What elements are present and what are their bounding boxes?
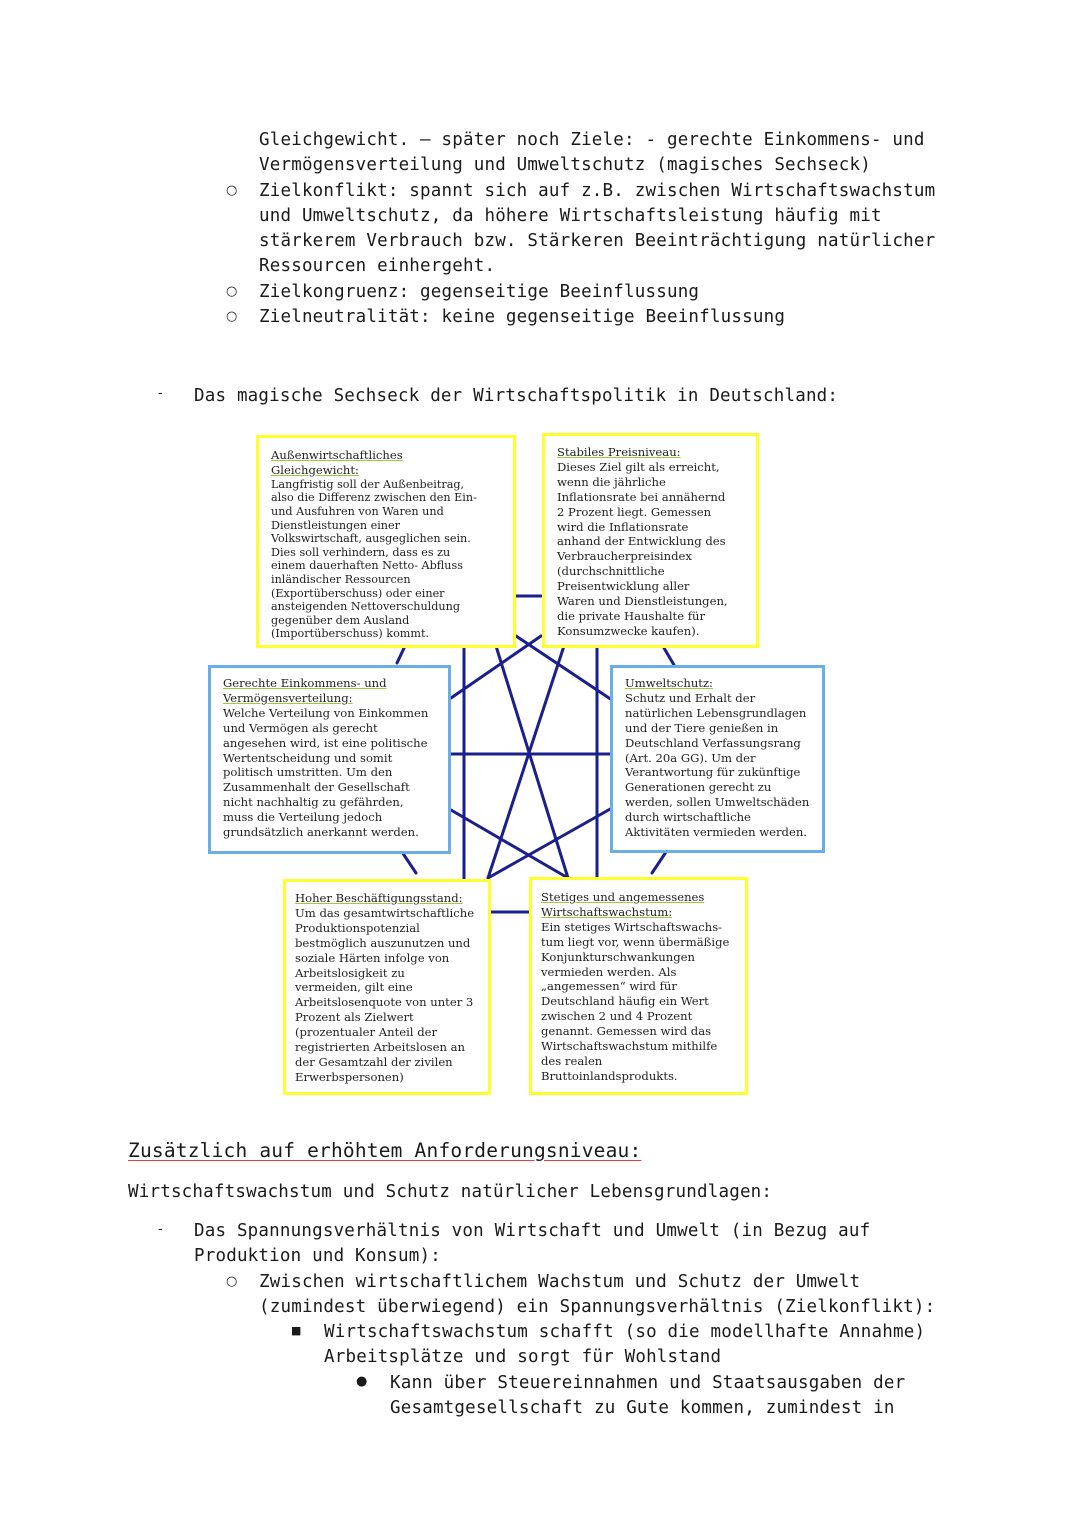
goal-box-wirtschaftswachstum	[529, 877, 748, 1095]
intro-line: stärkerem Verbrauch bzw. Stärkeren Beeinträchtigung natürlicher	[259, 231, 936, 251]
extra-subheading: Wirtschaftswachstum und Schutz natürlicher Lebensgrundlagen:	[128, 1182, 773, 1202]
goal-description: Um das gesamtwirtschaftliche Produktionspotenzial bestmöglich auszunutzen und soziale Härten infolge von Arbeitslosigkeit zu vermeiden, gilt eine Arbeitslosenquote von unter 3 Prozent als Zielwert (prozentualer Anteil der registrierten Arbeitslosen an der Gesamtzahl der zivilen Erwerbspersonen)	[295, 905, 475, 1084]
goal-box-aussenwirtschaft	[256, 435, 516, 648]
intro-line: Zielkongruenz: gegenseitige Beeinflussung	[259, 282, 700, 302]
goal-box-beschaeftigung	[283, 879, 491, 1095]
goal-box-einkommensverteilung	[208, 665, 451, 854]
extra-line: Zwischen wirtschaftlichem Wachstum und Schutz der Umwelt	[259, 1272, 861, 1292]
goal-title: Stetiges und angemessenes Wirtschaftswachstum:	[541, 890, 705, 919]
dash-bullet-icon: -	[158, 386, 163, 401]
link-einkommen-stub	[402, 852, 416, 873]
extra-line: Das Spannungsverhältnis von Wirtschaft und Umwelt (in Bezug auf	[194, 1221, 871, 1241]
intro-line: und Umweltschutz, da höhere Wirtschaftsleistung häufig mit	[259, 206, 882, 226]
goal-title: Gerechte Einkommens- und Vermögensverteilung:	[223, 676, 387, 705]
intro-line: Ressourcen einhergeht.	[259, 256, 496, 276]
circle-bullet-icon: ○	[226, 183, 238, 198]
goal-title: Außenwirtschaftliches Gleichgewicht:	[271, 448, 403, 477]
goal-description: Dieses Ziel gilt als erreicht, wenn die jährliche Inflationsrate bei annähernd 2 Prozent liegt. Gemessen wird die Inflationsrate anhand der Entwicklung des Verbraucherpreisindex (durchschnittliche Preisentwicklung aller Waren und Dienstleistungen, die private Haushalte für Konsumzwecke kaufen).	[557, 459, 728, 638]
intro-line: Zielneutralität: keine gegenseitige Beeinflussung	[259, 307, 786, 327]
goal-box-umweltschutz	[610, 665, 825, 853]
extra-line: Kann über Steuereinnahmen und Staatsausgaben der	[390, 1373, 906, 1393]
goal-title: Umweltschutz:	[625, 676, 713, 690]
link-umwelt-stub	[652, 852, 666, 873]
circle-bullet-icon: ○	[226, 309, 238, 324]
section-title: Das magische Sechseck der Wirtschaftspolitik in Deutschland:	[194, 386, 839, 406]
extra-line: Produktion und Konsum):	[194, 1246, 441, 1266]
goal-description: Welche Verteilung von Einkommen und Vermögen als gerecht angesehen wird, ist eine politische Wertentscheidung und somit politisch umstritten. Um den Zusammenhalt der Gesellschaft nicht nachhaltig zu gefährden, muss die Verteilung jedoch grundsätzlich anerkannt werden.	[223, 705, 429, 840]
extra-line: (zumindest überwiegend) ein Spannungsverhältnis (Zielkonflikt):	[259, 1297, 936, 1317]
goal-description: Schutz und Erhalt der natürlichen Lebensgrundlagen und der Tiere genießen in Deutschland Verfassungsrang (Art. 20a GG). Um der Verantwortung für zukünftige Generationen gerecht zu werden, sollen Umweltschäden durch wirtschaftliche Aktivitäten vermieden werden.	[625, 690, 810, 840]
goal-description: Langfristig soll der Außenbeitrag, also die Differenz zwischen den Ein- und Ausfuhren von Waren und Dienstleistungen einer Volkswirtschaft, ausgeglichen sein. Dies soll verhindern, dass es zu einem dauerhaften Netto- Abfluss inländischer Ressourcen (Exportüberschuss) oder einer ansteigenden Nettoverschuldung gegenüber dem Ausland (Importüberschuss) kommt.	[271, 477, 477, 641]
dash-bullet-icon: -	[158, 1222, 163, 1237]
extra-line: Arbeitsplätze und sorgt für Wohlstand	[324, 1347, 722, 1367]
extra-line: Wirtschaftswachstum schafft (so die modellhafte Annahme)	[324, 1322, 926, 1342]
goal-box-preisniveau	[542, 433, 759, 648]
link-aussen-stub	[397, 646, 405, 663]
intro-line: Zielkonflikt: spannt sich auf z.B. zwischen Wirtschaftswachstum	[259, 181, 936, 201]
link-preis-stub	[664, 648, 674, 665]
circle-bullet-icon: ○	[226, 1274, 238, 1289]
intro-line: Vermögensverteilung und Umweltschutz (magisches Sechseck)	[259, 155, 871, 175]
goal-description: Ein stetiges Wirtschaftswachs- tum liegt vor, wenn übermäßige Konjunkturschwankungen vermieden werden. Als „angemessen“ wird für Deutschland häufig ein Wert zwischen 2 und 4 Prozent genannt. Gemessen wird das Wirtschaftswachstum mithilfe des realen Bruttoinlandsprodukts.	[541, 919, 730, 1083]
dot-bullet-icon: ●	[356, 1374, 368, 1389]
extra-heading: Zusätzlich auf erhöhtem Anforderungsniveau:	[128, 1139, 642, 1162]
circle-bullet-icon: ○	[226, 284, 238, 299]
goal-title: Hoher Beschäftigungsstand:	[295, 891, 463, 905]
goal-title: Stabiles Preisniveau:	[557, 445, 681, 459]
extra-line: Gesamtgesellschaft zu Gute kommen, zumindest in	[390, 1398, 895, 1418]
intro-line: Gleichgewicht. – später noch Ziele: - gerechte Einkommens- und	[259, 130, 925, 150]
square-bullet-icon: ■	[291, 1324, 302, 1337]
